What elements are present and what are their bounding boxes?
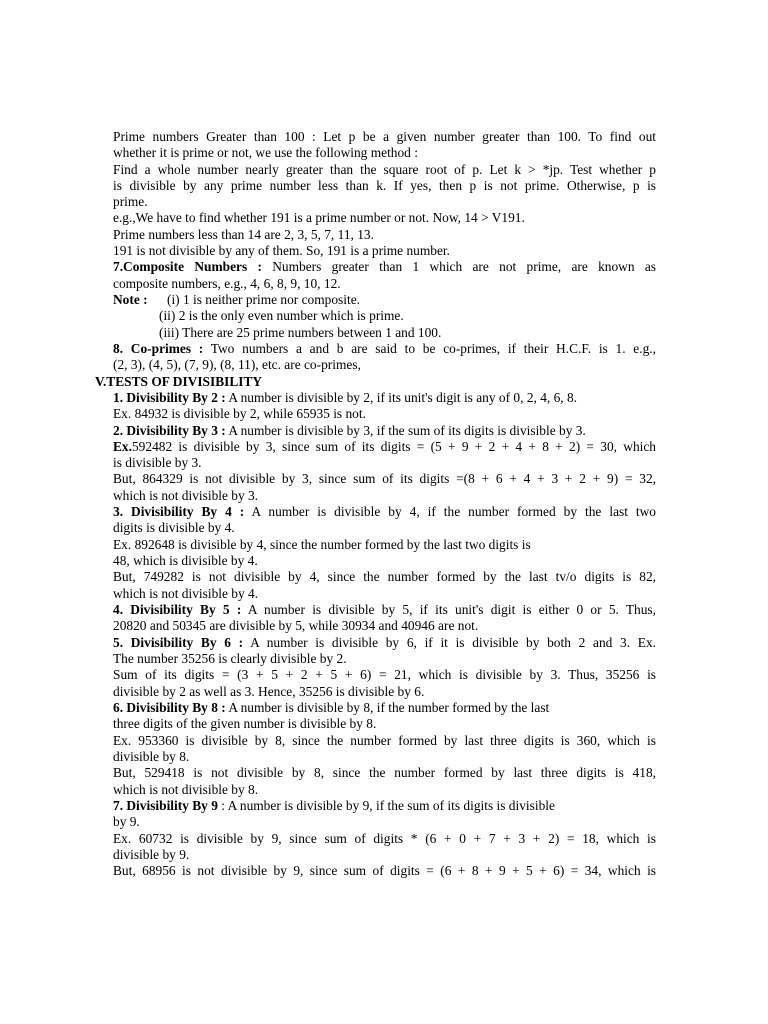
coprimes-heading: 8. Co-primes :: [113, 341, 204, 356]
note-label: Note :: [113, 292, 148, 307]
text-line: 4. Divisibility By 5 : A number is divisible by 5, if its unit's digit is either 0 or 5. Thus,: [113, 602, 656, 617]
note-item: (ii) 2 is the only even number which is prime.: [159, 308, 404, 323]
text-line: But, 529418 is not divisible by 8, since the number formed by last three digits is 418,: [113, 765, 656, 780]
text-line: (2, 3), (4, 5), (7, 9), (8, 11), etc. are co-primes,: [113, 357, 361, 372]
text-line: 48, which is divisible by 4.: [113, 553, 258, 568]
text-line: Prime numbers less than 14 are 2, 3, 5, 7, 11, 13.: [113, 227, 374, 242]
text-line: composite numbers, e.g., 4, 6, 8, 9, 10, 12.: [113, 276, 341, 291]
text-line: But, 749282 is not divisible by 4, since the number formed by the last tv/o digits is 82,: [113, 569, 656, 584]
divisibility-4-heading: 3. Divisibility By 4 :: [113, 504, 245, 519]
text-line: 7.Composite Numbers : Numbers greater than 1 which are not prime, are known as: [113, 259, 657, 274]
text-line: divisible by 9.: [113, 847, 190, 862]
example-label: Ex.: [113, 439, 132, 454]
text-line: divisible by 8.: [113, 749, 190, 764]
text-line: is divisible by 3.: [113, 455, 202, 470]
text-line: Ex. 892648 is divisible by 4, since the number formed by the last two digits is: [113, 537, 531, 552]
composite-heading: 7.Composite Numbers :: [113, 259, 262, 274]
text-line: Ex. 953360 is divisible by 8, since the number formed by last three digits is 360, which is: [113, 733, 656, 748]
text-line: 2. Divisibility By 3 : A number is divisible by 3, if the sum of its digits is divisible by 3.: [113, 423, 586, 438]
text-line: But, 864329 is not divisible by 3, since sum of its digits =(8 + 6 + 4 + 3 + 2 + 9) = 32,: [113, 471, 656, 486]
text-line: divisible by 2 as well as 3. Hence, 35256 is divisible by 6.: [113, 684, 425, 699]
text-line: 6. Divisibility By 8 : A number is divisible by 8, if the number formed by the last: [113, 700, 550, 715]
text-line: which is not divisible by 8.: [113, 782, 259, 797]
note-item: (i) 1 is neither prime nor composite.: [167, 292, 361, 307]
text-line: e.g.,We have to find whether 191 is a prime number or not. Now, 14 > V191.: [113, 210, 525, 225]
text-line: is divisible by any prime number less than k. If yes, then p is not prime. Otherwise, p is: [113, 178, 656, 193]
text-line: Ex. 60732 is divisible by 9, since sum of digits * (6 + 0 + 7 + 3 + 2) = 18, which is: [113, 831, 656, 846]
note-line: [113, 292, 148, 308]
text-line: digits is divisible by 4.: [113, 520, 235, 535]
text-line: by 9.: [113, 814, 140, 829]
text-line: Ex. 84932 is divisible by 2, while 65935 is not.: [113, 406, 366, 421]
text-line: whether it is prime or not, we use the following method :: [113, 145, 418, 160]
text-line: 7. Divisibility By 9 : A number is divisible by 9, if the sum of its digits is divisible: [113, 798, 555, 813]
section-heading: V.TESTS OF DIVISIBILITY: [95, 374, 263, 389]
text-line: three digits of the given number is divisible by 8.: [113, 716, 377, 731]
note-item: (iii) There are 25 prime numbers between 1 and 100.: [159, 325, 442, 340]
text-line: 191 is not divisible by any of them. So, 191 is a prime number.: [113, 243, 450, 258]
text-line: Ex.592482 is divisible by 3, since sum of its digits = (5 + 9 + 2 + 4 + 8 + 2) = 30, which: [113, 439, 656, 454]
divisibility-2-heading: 1. Divisibility By 2 :: [113, 390, 226, 405]
divisibility-9-heading: 7. Divisibility By 9: [113, 798, 218, 813]
text-line: 20820 and 50345 are divisible by 5, while 30934 and 40946 are not.: [113, 618, 479, 633]
divisibility-3-heading: 2. Divisibility By 3 :: [113, 423, 226, 438]
text-line: which is not divisible by 4.: [113, 586, 259, 601]
text-line: which is not divisible by 3.: [113, 488, 259, 503]
text-line: Find a whole number nearly greater than the square root of p. Let k > *jp. Test whether p: [113, 162, 656, 177]
text-line: Prime numbers Greater than 100 : Let p be a given number greater than 100. To find out: [113, 129, 656, 144]
text-line: But, 68956 is not divisible by 9, since sum of digits = (6 + 8 + 9 + 5 + 6) = 34, which is: [113, 863, 656, 878]
divisibility-5-heading: 4. Divisibility By 5 :: [113, 602, 242, 617]
text-line: 5. Divisibility By 6 : A number is divisible by 6, if it is divisible by both 2 and 3. Ex.: [113, 635, 656, 650]
divisibility-8-heading: 6. Divisibility By 8 :: [113, 700, 226, 715]
text-line: Sum of its digits = (3 + 5 + 2 + 5 + 6) = 21, which is divisible by 3. Thus, 35256 is: [113, 667, 656, 682]
text-line: 1. Divisibility By 2 : A number is divisible by 2, if its unit's digit is any of 0, 2, 4, 6, 8.: [113, 390, 578, 405]
text-line: 8. Co-primes : Two numbers a and b are said to be co-primes, if their H.C.F. is 1. e.g.,: [113, 341, 656, 356]
text-line: prime.: [113, 194, 148, 209]
text-line: The number 35256 is clearly divisible by 2.: [113, 651, 347, 666]
text-line: 3. Divisibility By 4 : A number is divisible by 4, if the number formed by the last two: [113, 504, 657, 519]
divisibility-6-heading: 5. Divisibility By 6 :: [113, 635, 244, 650]
